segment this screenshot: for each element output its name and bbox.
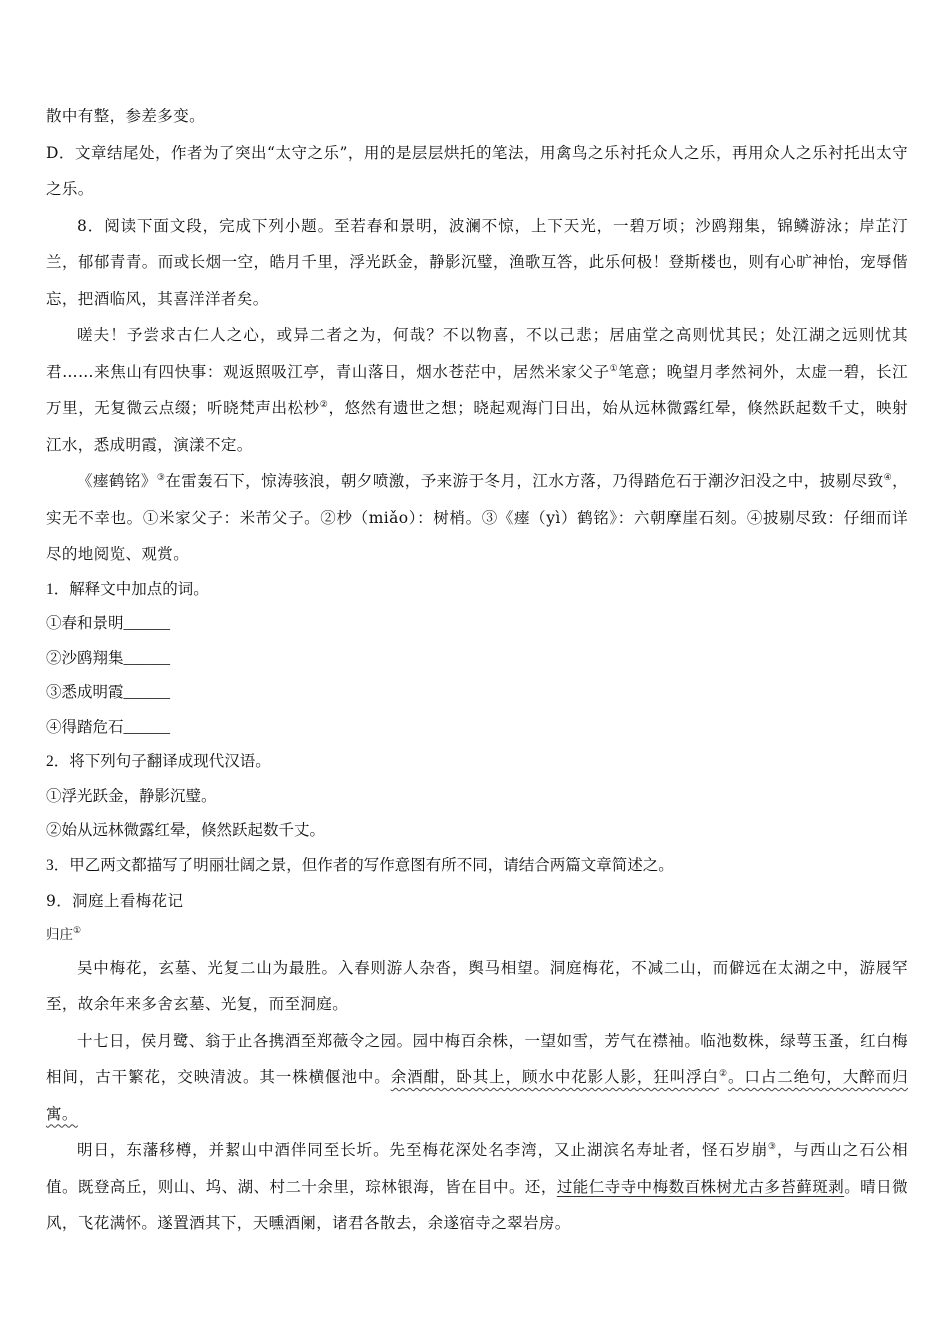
passage-paragraph-2: 嗟夫！予尝求古仁人之心，或异二者之为，何哉？不以物喜，不以己悲；居庙堂之高则忧其民；处江湖之远则忧其君……来焦山有四快事：观返照吸江亭，青山落日，烟水苍茫中，居然米家父子①笔意；晚望月孝然祠外，太虚一碧，长江万里，无复微云点缀；听晓梵声出松杪②，悠然有遗世之想；晓起观海门日出，始从远林微露红晕，倏然跃起数千丈，映射江水，悉成明霞，演漾不定。 [46,326,909,454]
answer-blank[interactable]: ______ [123,615,171,632]
wavy-underlined-sentence: 余酒酣，卧其上，顾水中花影人影，狂叫浮白 [390,1068,719,1086]
footnote-marker: ③ [767,1142,777,1152]
text-line: 散中有整，参差多变。 [46,107,206,125]
question-2-item: ①浮光跃金，静影沉璧。 [46,787,217,805]
meihua-paragraph-1: 吴中梅花，玄墓、光复二山为最胜。入春则游人杂沓，舆马相望。洞庭梅花，不减二山，而僻远在太湖之中，游屐罕至，故余年来多舍玄墓、光复，而至洞庭。 [46,958,908,1013]
footnote-marker: ④ [883,473,893,483]
footnote-marker: ① [609,363,619,374]
footnote-marker: ② [319,400,329,410]
question-1-item: ②沙鸥翔集______ [46,649,171,667]
meihua-paragraph-2: 十七日，侯月鹭、翁于止各携酒至郑薇令之园。园中梅百余株，一望如雪，芳气在襟袖。临池数株，绿萼玉蚤，红白梅相间，古干繁花，交映清波。其一株横偃池中。余酒酣，卧其上，顾水中花影人影，狂叫浮白②。口占二绝句，大醉而归寓。 [46,1031,908,1123]
question-3: 3．甲乙两文都描写了明丽壮阔之景，但作者的写作意图有所不同，请结合两篇文章简述之。 [46,856,674,874]
question-1-item: ④得踏危石______ [46,718,171,736]
question-2-item: ②始从远林微露红晕，倏然跃起数千丈。 [46,822,326,839]
wavy-underlined-sentence: 。口占二绝句，大醉而归寓。 [46,1068,908,1123]
question-8-passage: 8．阅读下面文段，完成下列小题。至若春和景明，波澜不惊，上下天光，一碧万顷；沙鸥翔集，锦鳞游泳；岸芷汀兰，郁郁青青。而或长烟一空，皓月千里，浮光跃金，静影沉璧，渔歌互答，此乐何极！登斯楼也，则有心旷神怡，宠辱偕忘，把酒临风，其喜洋洋者矣。 [46,216,908,308]
question-1: 1．解释文中加点的词。 [46,580,209,598]
question-1-item: ①春和景明______ [46,615,171,632]
question-2: 2．将下列句子翻译成现代汉语。 [46,753,271,770]
answer-blank[interactable]: ______ [123,649,171,667]
option-d: D．文章结尾处，作者为了突出“太守之乐”，用的是层层烘托的笔法，用禽鸟之乐衬托众人之乐，再用众人之乐衬托出太守之乐。 [46,143,908,198]
footnote-marker: ③ [156,473,166,483]
document-page [46,98,908,1242]
answer-blank[interactable]: ______ [123,684,171,701]
underlined-sentence: 过能仁寺寺中梅数百株树尤古多苔藓斑剥 [556,1177,845,1196]
answer-blank[interactable]: ______ [123,718,171,736]
meihua-paragraph-3: 明日，东藩移樽，并絜山中酒伴同至长圻。先至梅花深处名李湾，又止湖滨名寿址者，怪石岁崩③，与西山之石公相值。既登高丘，则山、坞、湖、村二十余里，琮林银海，皆在目中。还，过能仁寺寺中梅数百株树尤古多苔藓斑剥。晴日微风，飞花满怀。遂置酒其下，天曛酒阑，诸君各散去，余遂宿寺之翠岩房。 [46,1141,909,1232]
question-1-item: ③悉成明霞______ [46,684,171,701]
passage-paragraph-3: 《瘗鹤铭》③在雷轰石下，惊涛骇浪，朝夕喷激，予来游于冬月，江水方落，乃得踏危石于潮汐汩没之中，披剔尽致④，实无不幸也。①米家父子：米芾父子。②杪（miǎo）：树梢。③《瘗（yì）鹤铭》：六朝摩崖石刻。④披剔尽致：仔细而详尽的地阅览、观赏。 [46,472,908,563]
question-9-title: 9．洞庭上看梅花记 [46,892,184,910]
footnote-marker: ① [73,925,82,936]
footnote-marker: ② [718,1069,728,1079]
author: 归庄① [46,925,82,943]
